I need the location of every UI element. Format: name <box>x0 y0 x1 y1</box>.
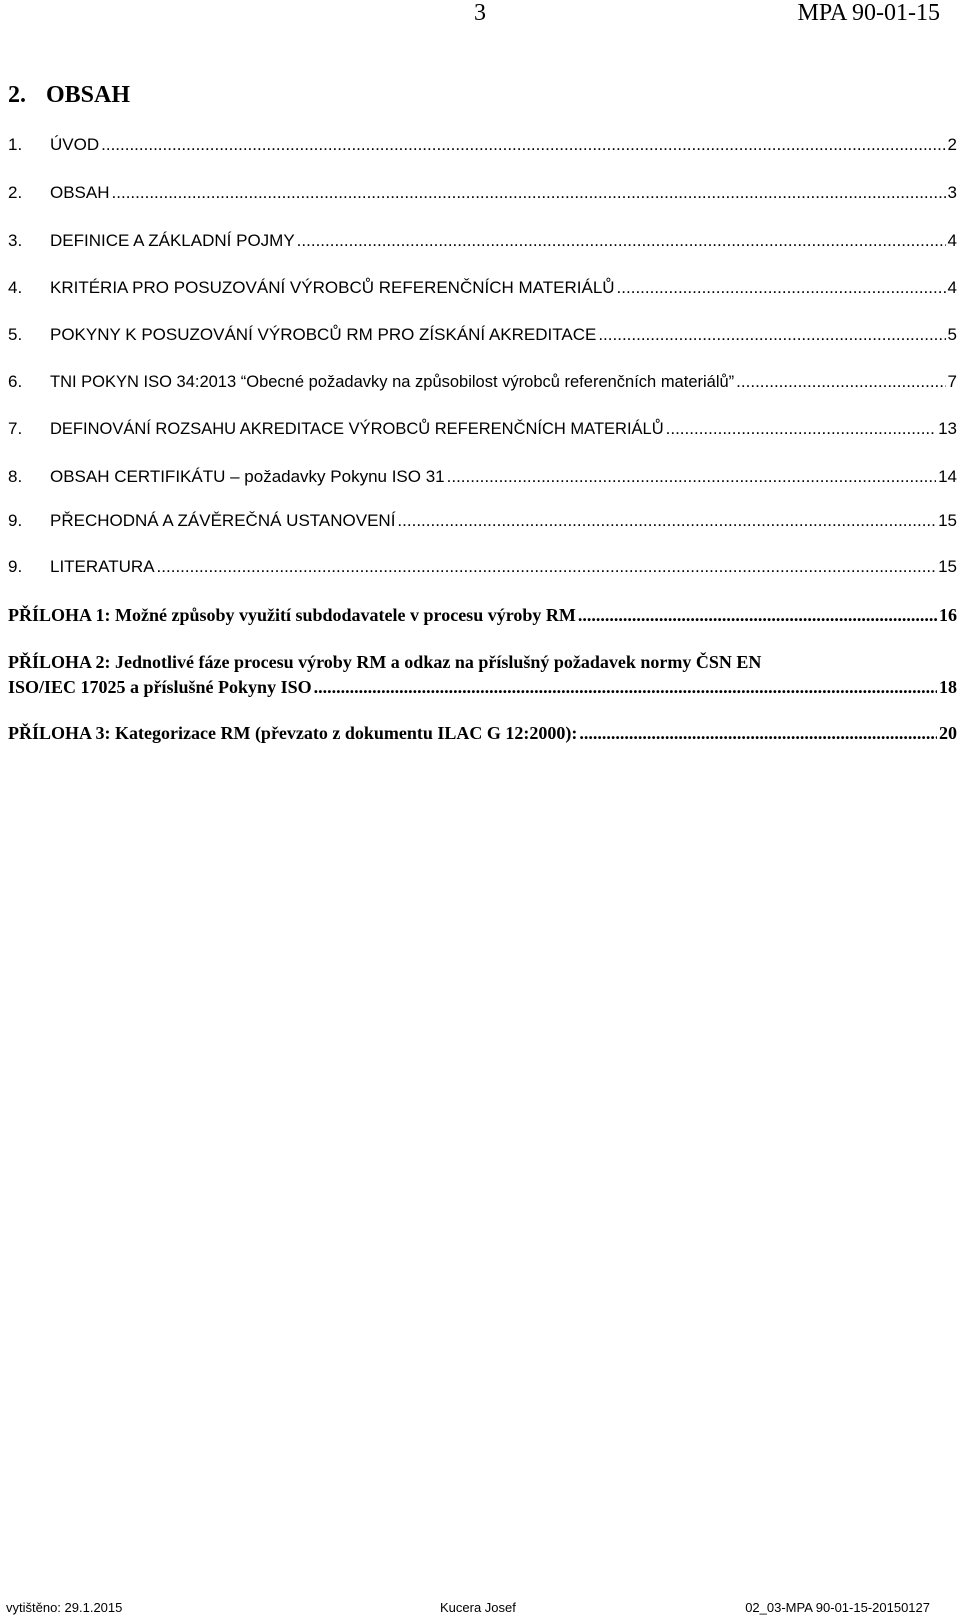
toc-entry-label: ÚVOD <box>50 135 100 154</box>
toc-entry-page: 4 <box>947 278 957 297</box>
page-footer <box>0 1600 960 1624</box>
toc-entry[interactable] <box>8 557 957 577</box>
toc-leader-dots <box>314 677 937 698</box>
toc-entry[interactable] <box>8 325 957 345</box>
annex-entry-page: 20 <box>939 723 957 743</box>
section-number: 2. <box>8 82 26 108</box>
toc-entry-label: PŘECHODNÁ A ZÁVĚREČNÁ USTANOVENÍ <box>50 511 396 530</box>
toc-entry-number: 4. <box>8 278 23 297</box>
toc-entry[interactable] <box>8 511 957 531</box>
toc-entry[interactable] <box>8 372 957 392</box>
toc-leader-dots <box>736 372 945 392</box>
toc-entry-number: 7. <box>8 419 23 438</box>
toc-entry-number: 3. <box>8 231 23 250</box>
toc-leader-dots <box>157 557 937 577</box>
footer-file-name: 02_03-MPA 90-01-15-20150127 <box>745 1600 930 1615</box>
annex-entry-page: 16 <box>939 605 957 625</box>
annex-entry-label: PŘÍLOHA 1: Možné způsoby využití subdodavatele v procesu výroby RM <box>8 605 576 625</box>
toc-entry-number: 1. <box>8 135 23 154</box>
annex-entry-page: 18 <box>939 677 957 697</box>
toc-entry-page: 2 <box>947 135 957 154</box>
toc-entry-page: 14 <box>938 467 957 486</box>
toc-entry-page: 15 <box>938 557 957 576</box>
toc-leader-dots <box>297 231 946 251</box>
section-title: OBSAH <box>46 82 131 108</box>
footer-printed-date: vytištěno: 29.1.2015 <box>6 1600 123 1615</box>
toc-leader-dots <box>447 467 936 487</box>
annex-entry[interactable] <box>8 723 957 744</box>
toc-entry-label: TNI POKYN ISO 34:2013 “Obecné požadavky na způsobilost výrobců referenčních materiálů” <box>50 373 735 391</box>
toc-entry-label: DEFINOVÁNÍ ROZSAHU AKREDITACE VÝROBCŮ REFERENČNÍCH MATERIÁLŮ <box>50 420 664 438</box>
toc-entry-page: 3 <box>947 183 957 202</box>
toc-entry[interactable] <box>8 278 957 298</box>
toc-entry[interactable] <box>8 135 957 155</box>
header-page-number: 3 <box>474 0 486 26</box>
annex-entry[interactable] <box>8 605 957 626</box>
section-heading <box>8 82 130 109</box>
toc-entry[interactable] <box>8 231 957 251</box>
toc-entry-page: 5 <box>947 325 957 344</box>
toc-entry-number: 5. <box>8 325 23 344</box>
toc-entry-label: LITERATURA <box>50 557 155 576</box>
toc-leader-dots <box>579 723 937 744</box>
toc-entry-label: POKYNY K POSUZOVÁNÍ VÝROBCŮ RM PRO ZÍSKÁNÍ AKREDITACE <box>50 325 597 344</box>
toc-leader-dots <box>397 511 936 531</box>
toc-entry-label: OBSAH CERTIFIKÁTU – požadavky Pokynu ISO 31 <box>50 467 445 486</box>
toc-entry[interactable] <box>8 419 957 439</box>
header-document-code: MPA 90-01-15 <box>797 0 940 26</box>
page-header <box>0 0 960 40</box>
toc-leader-dots <box>666 419 936 439</box>
toc-entry-page: 4 <box>947 231 957 250</box>
footer-author: Kucera Josef <box>440 1600 516 1615</box>
toc-entry-page: 13 <box>938 419 957 438</box>
toc-entry-page: 7 <box>947 372 957 391</box>
toc-leader-dots <box>112 183 946 203</box>
toc-entry[interactable] <box>8 467 957 487</box>
toc-entry[interactable] <box>8 183 957 203</box>
annex-entry-label: PŘÍLOHA 3: Kategorizace RM (převzato z dokumentu ILAC G 12:2000): <box>8 723 578 743</box>
toc-entry-number: 2. <box>8 183 23 202</box>
annex-entry-label: ISO/IEC 17025 a příslušné Pokyny ISO <box>8 677 312 697</box>
toc-leader-dots <box>598 325 945 345</box>
toc-entry-number: 8. <box>8 467 23 486</box>
toc-entry-label: KRITÉRIA PRO POSUZOVÁNÍ VÝROBCŮ REFERENČNÍCH MATERIÁLŮ <box>50 278 615 297</box>
toc-entry-number: 6. <box>8 372 23 391</box>
toc-entry-number: 9. <box>8 557 23 576</box>
toc-leader-dots <box>101 135 945 155</box>
toc-leader-dots <box>578 605 937 626</box>
toc-leader-dots <box>617 278 946 298</box>
annex-entry[interactable] <box>8 677 957 698</box>
toc-entry-label: DEFINICE A ZÁKLADNÍ POJMY <box>50 231 295 250</box>
toc-entry-number: 9. <box>8 511 23 530</box>
toc-entry-label: OBSAH <box>50 183 110 202</box>
toc-entry-page: 15 <box>938 511 957 530</box>
annex-entry-first-line[interactable]: PŘÍLOHA 2: Jednotlivé fáze procesu výroby RM a odkaz na příslušný požadavek normy ČSN EN <box>8 652 762 672</box>
